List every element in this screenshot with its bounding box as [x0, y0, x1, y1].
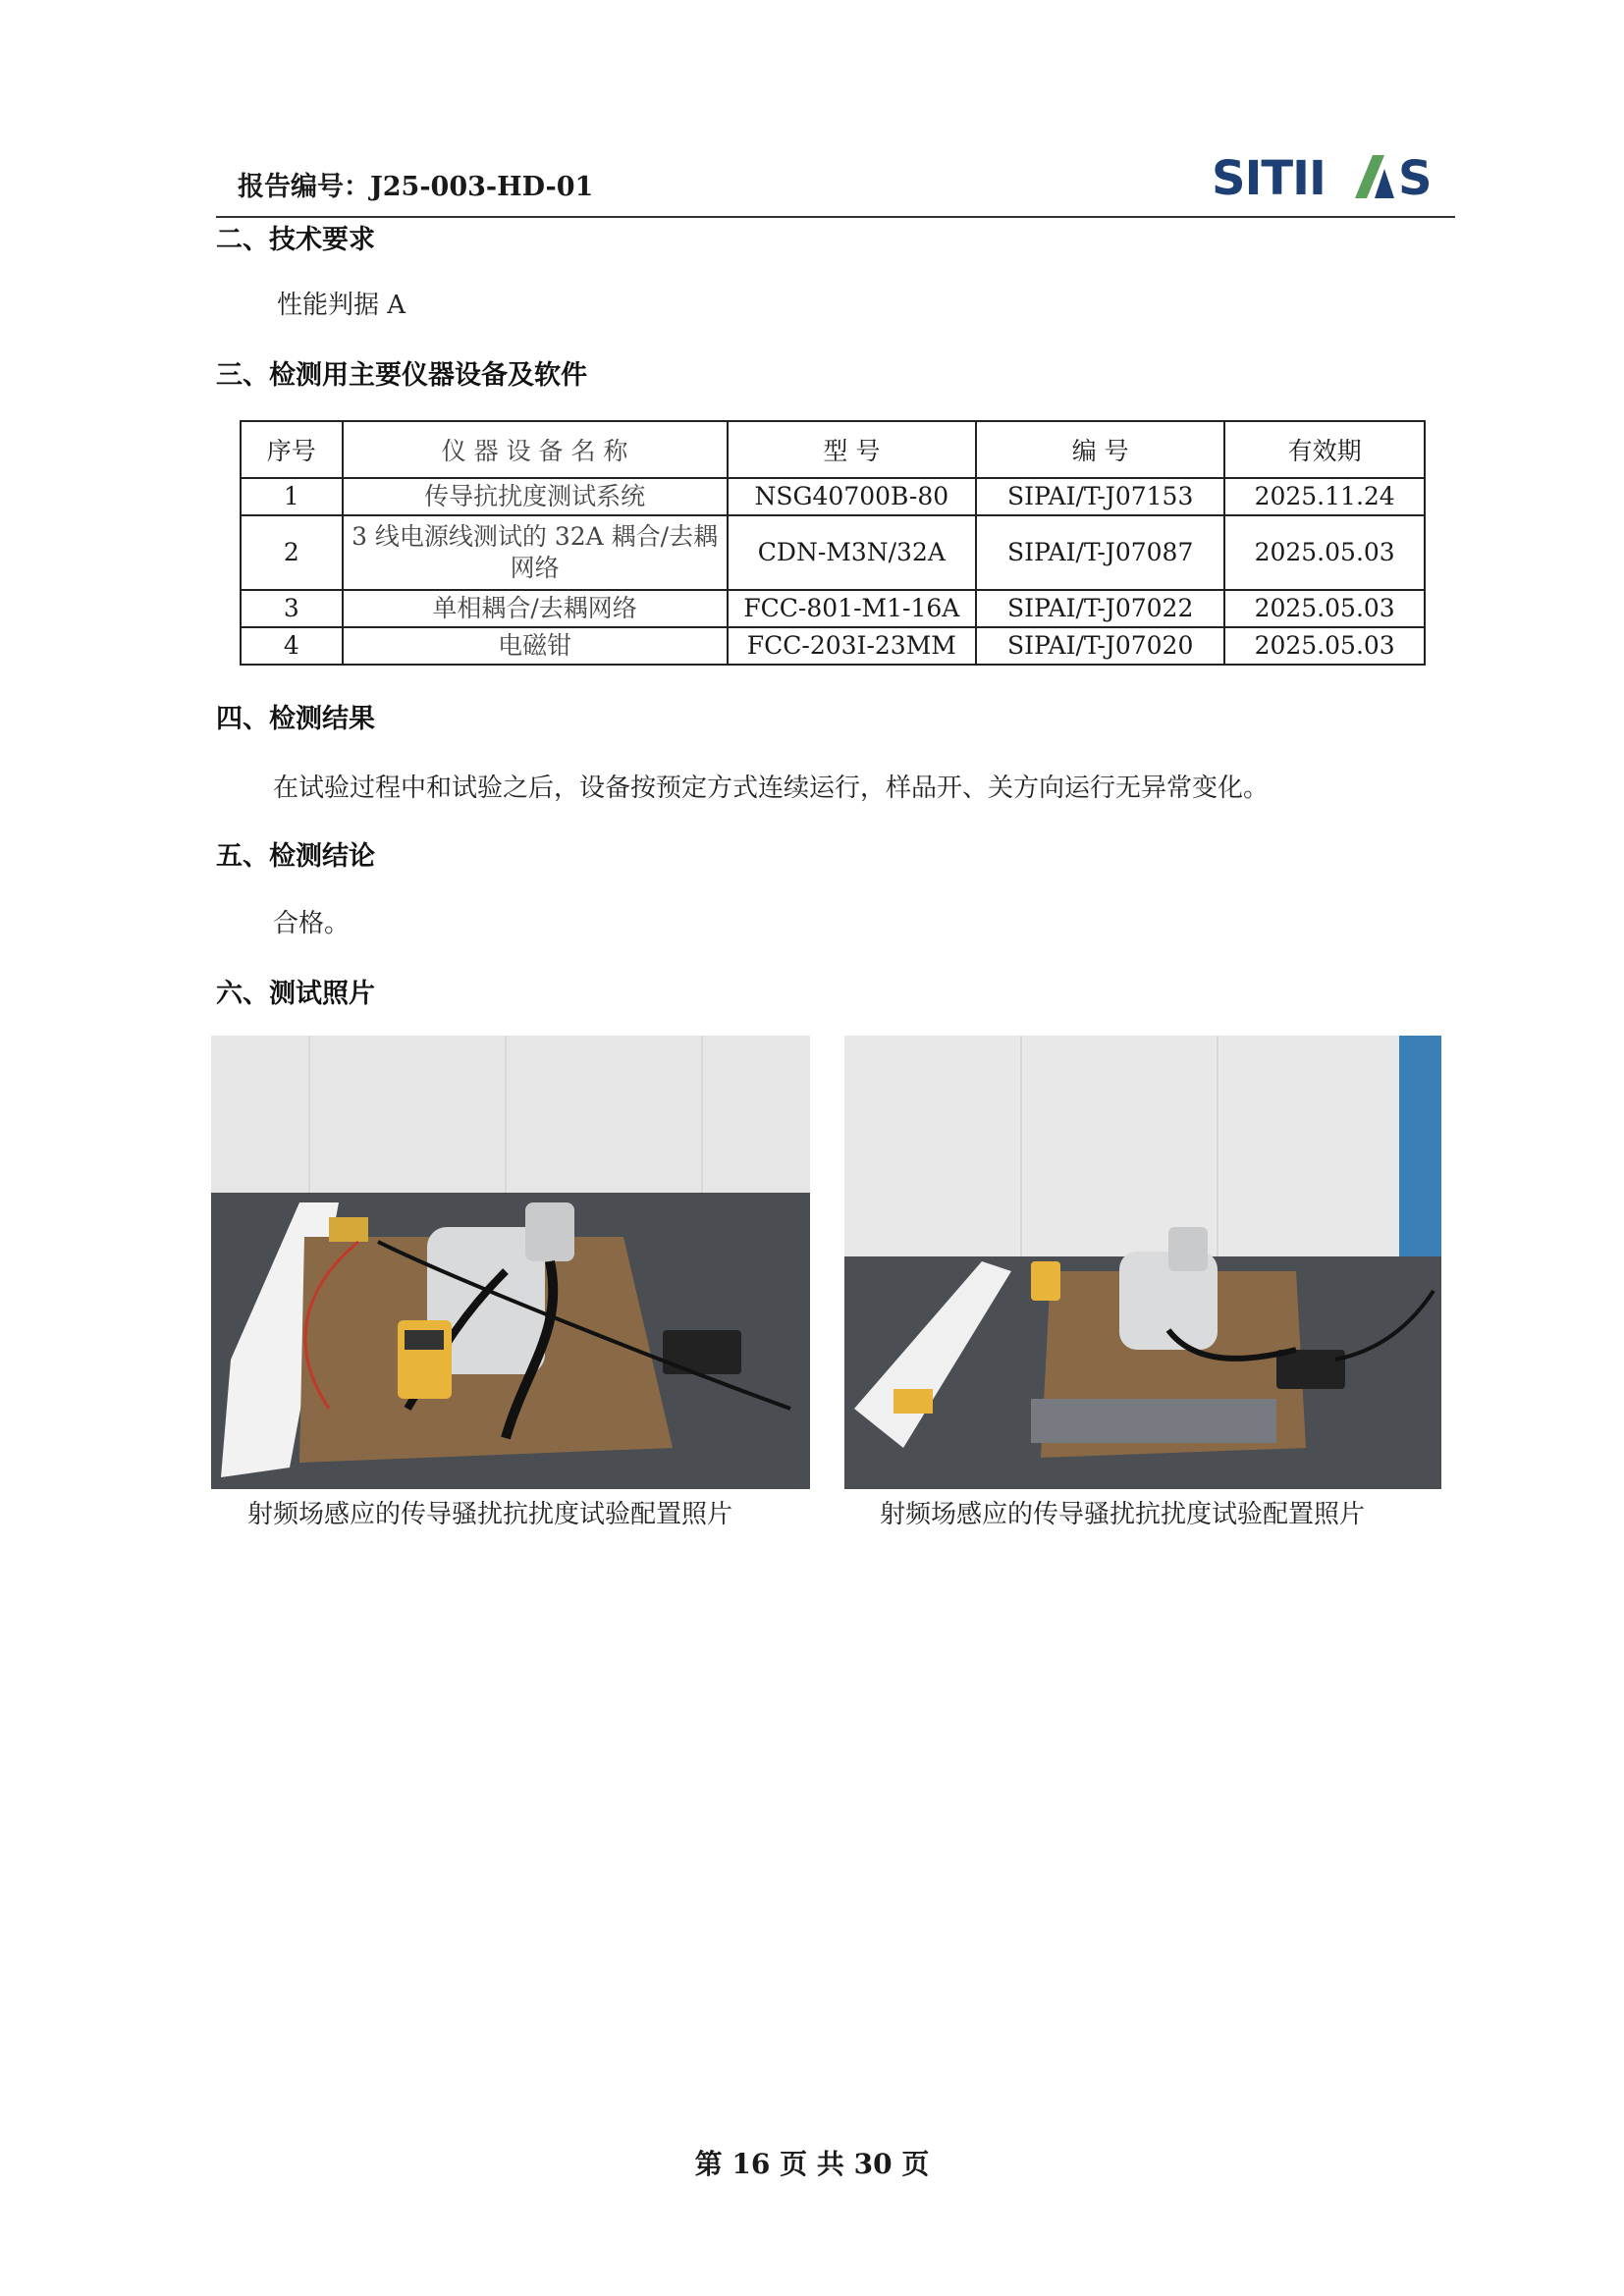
table-row [241, 515, 1425, 590]
section-2-title: 二、技术要求 [216, 225, 375, 255]
table-row [241, 590, 1425, 627]
test-photo-left [211, 1036, 810, 1489]
svg-text:S: S [1398, 151, 1433, 206]
cell-model: CDN-M3N/32A [728, 515, 977, 590]
cell-name: 传导抗扰度测试系统 [343, 478, 728, 515]
cell-name: 单相耦合/去耦网络 [343, 590, 728, 627]
section-6-title: 六、测试照片 [216, 979, 375, 1009]
cell-index: 4 [241, 627, 343, 665]
svg-text:SITII: SITII [1212, 151, 1326, 206]
photo-caption-right: 射频场感应的传导骚扰抗扰度试验配置照片 [880, 1500, 1366, 1529]
cell-model: NSG40700B-80 [728, 478, 977, 515]
header-index: 序号 [241, 421, 343, 478]
equipment-table [240, 420, 1426, 666]
cell-model: FCC-801-M1-16A [728, 590, 977, 627]
cell-code: SIPAI/T-J07153 [976, 478, 1224, 515]
cell-code: SIPAI/T-J07022 [976, 590, 1224, 627]
header-name: 仪 器 设 备 名 称 [343, 421, 728, 478]
cell-index: 1 [241, 478, 343, 515]
page-header [216, 147, 1455, 218]
cell-index: 2 [241, 515, 343, 590]
header-code: 编 号 [976, 421, 1224, 478]
cell-valid: 2025.05.03 [1224, 627, 1425, 665]
section-3-title: 三、检测用主要仪器设备及软件 [216, 360, 587, 391]
cell-valid: 2025.05.03 [1224, 590, 1425, 627]
cell-code: SIPAI/T-J07020 [976, 627, 1224, 665]
cell-valid: 2025.11.24 [1224, 478, 1425, 515]
header-valid: 有效期 [1224, 421, 1425, 478]
table-header-row [241, 421, 1425, 478]
cell-model: FCC-203I-23MM [728, 627, 977, 665]
table-row [241, 627, 1425, 665]
table-row [241, 478, 1425, 515]
cell-name: 3 线电源线测试的 32A 耦合/去耦网络 [343, 515, 728, 590]
section-4-title: 四、检测结果 [216, 704, 375, 734]
cell-index: 3 [241, 590, 343, 627]
header-model: 型 号 [728, 421, 977, 478]
cell-valid: 2025.05.03 [1224, 515, 1425, 590]
cell-name: 电磁钳 [343, 627, 728, 665]
test-photo-right [844, 1036, 1441, 1489]
photo-caption-left: 射频场感应的传导骚扰抗扰度试验配置照片 [247, 1500, 733, 1529]
section-5-title: 五、检测结论 [216, 841, 375, 872]
section-2-body: 性能判据 A [277, 291, 406, 320]
section-5-body: 合格。 [273, 909, 351, 938]
sitiias-logo [1212, 147, 1447, 206]
report-number: 报告编号：J25-003-HD-01 [238, 172, 594, 202]
section-4-body: 在试验过程中和试验之后，设备按预定方式连续运行，样品开、关方向运行无异常变化。 [273, 774, 1270, 803]
cell-code: SIPAI/T-J07087 [976, 515, 1224, 590]
page-footer: 第 16 页 共 30 页 [694, 2148, 930, 2180]
